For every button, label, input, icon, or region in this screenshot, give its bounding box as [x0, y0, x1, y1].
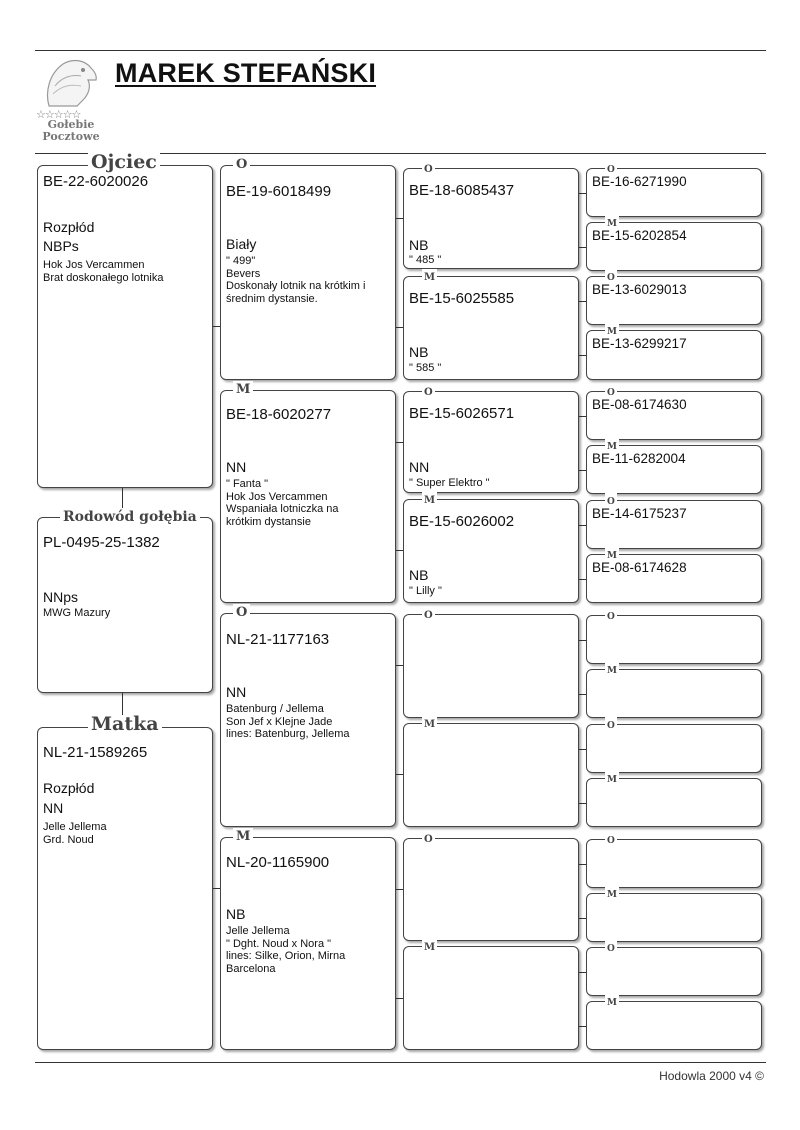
subject-box[interactable] [37, 509, 213, 693]
ring-number: NL-20-1165900 [226, 854, 330, 871]
connector [213, 326, 220, 327]
father-label: Ojciec [88, 153, 160, 171]
notes: MWG Mazury [43, 607, 111, 619]
subject-label: Rodowód gołębia [60, 508, 200, 526]
color: NB [409, 237, 429, 253]
sex-label: M [233, 381, 253, 399]
gen4-box[interactable] [586, 327, 762, 380]
sex-label: M [605, 438, 619, 456]
connector [579, 694, 586, 695]
ring-number: BE-08-6174628 [592, 560, 687, 575]
sex-label: O [605, 269, 617, 287]
sex-label: M [605, 886, 619, 904]
mother-label: Matka [88, 715, 162, 733]
connector [579, 247, 586, 248]
granddam-maternal-box[interactable] [220, 829, 396, 1050]
ring-number: BE-19-6018499 [226, 183, 332, 200]
rating-stars: ☆☆☆☆☆ [36, 108, 81, 121]
gen4-box[interactable] [586, 998, 762, 1050]
sex-label: O [605, 608, 617, 626]
ring-number: NL-21-1177163 [226, 631, 330, 648]
sex-label: O [422, 161, 435, 179]
notes: Hok Jos Vercammen Brat doskonałego lotnika [43, 259, 164, 284]
gen4-box[interactable] [586, 721, 762, 773]
color: NB [226, 906, 246, 922]
owner-name: MAREK STEFAŃSKI [115, 58, 377, 88]
sex-label: M [422, 716, 437, 734]
gen3-box[interactable] [403, 610, 579, 718]
connector [213, 888, 220, 889]
grandsire-paternal-box[interactable] [220, 157, 396, 380]
notes: " 499" Bevers Doskonały lotnik na krótkim i średnim dystansie. [226, 255, 366, 305]
sex-label: M [422, 492, 437, 510]
connector [579, 749, 586, 750]
connector [579, 1026, 586, 1027]
father-box[interactable] [37, 151, 213, 488]
top-rule [35, 50, 766, 51]
sex-label: O [605, 940, 617, 958]
ring-number: BE-18-6020277 [226, 406, 332, 423]
gen4-box[interactable] [586, 890, 762, 942]
gen4-box[interactable] [586, 442, 762, 494]
color: NN [43, 800, 64, 816]
ring-number: BE-22-6020026 [43, 173, 149, 190]
gen4-box[interactable] [586, 612, 762, 664]
color: NN [409, 459, 430, 475]
connector [579, 416, 586, 417]
grandsire-maternal-box[interactable] [220, 605, 396, 827]
sex-label: O [233, 156, 250, 174]
ring-number: BE-11-6282004 [592, 451, 686, 466]
connector [396, 327, 403, 328]
sex-label: O [605, 832, 617, 850]
ring-number: BE-15-6026571 [409, 405, 515, 422]
sex-label: O [233, 604, 250, 622]
gen4-box[interactable] [586, 388, 762, 440]
connector [396, 665, 403, 666]
connector [396, 442, 403, 443]
gen4-box[interactable] [586, 666, 762, 718]
gen3-box[interactable] [403, 942, 579, 1050]
sex-label: O [605, 493, 617, 511]
connector [579, 355, 586, 356]
ring-number: NL-21-1589265 [43, 744, 148, 761]
gen4-box[interactable] [586, 775, 762, 827]
sex-label: O [605, 717, 617, 735]
connector [579, 640, 586, 641]
sex-label: M [605, 215, 619, 233]
notes: " Fanta " Hok Jos Vercammen Wspaniała lotniczka na krótkim dystansie [226, 478, 339, 528]
gen3-box[interactable] [403, 387, 579, 493]
gen4-box[interactable] [586, 273, 762, 325]
sex-label: O [422, 831, 435, 849]
connector [579, 803, 586, 804]
mother-box[interactable] [37, 713, 213, 1050]
connector [396, 774, 403, 775]
gen3-box[interactable] [403, 495, 579, 603]
gen4-box[interactable] [586, 219, 762, 271]
color: NB [409, 344, 429, 360]
notes: " 485 " [409, 254, 442, 266]
sex-label: M [605, 662, 619, 680]
notes: Jelle Jellema " Dght. Noud x Nora " lines: Silke, Orion, Mirna Barcelona [226, 925, 346, 975]
connector [396, 889, 403, 890]
gen3-box[interactable] [403, 719, 579, 827]
gen4-box[interactable] [586, 944, 762, 996]
footer-credit: Hodowla 2000 v4 © [659, 1069, 764, 1083]
logo-text: Gołebie Pocztowe [42, 118, 100, 143]
gen4-box[interactable] [586, 836, 762, 888]
connector [579, 525, 586, 526]
sex-label: O [605, 384, 617, 402]
pigeon-head-icon [41, 56, 99, 108]
color: NN [226, 459, 247, 475]
color: Biały [226, 236, 257, 252]
notes: " Lilly " [409, 585, 442, 597]
connector [396, 550, 403, 551]
ring-number: BE-15-6202854 [592, 228, 687, 243]
ring-number: BE-08-6174630 [592, 397, 687, 412]
logo [35, 56, 107, 148]
sex-label: M [605, 323, 619, 341]
status: Rozpłód [43, 780, 95, 796]
sex-label: M [605, 771, 619, 789]
color: NBPs [43, 238, 79, 254]
connector [579, 918, 586, 919]
connector [579, 579, 586, 580]
gen3-box[interactable] [403, 834, 579, 941]
connector [579, 864, 586, 865]
connector [396, 218, 403, 219]
notes: Batenburg / Jellema Son Jef x Klejne Jade lines: Batenburg, Jellema [226, 703, 350, 740]
gen4-box[interactable] [586, 551, 762, 603]
footer-rule [35, 1062, 766, 1063]
connector [579, 193, 586, 194]
connector [579, 972, 586, 973]
sex-label: M [422, 939, 437, 957]
sex-label: M [422, 269, 437, 287]
ring-number: BE-13-6029013 [592, 282, 687, 297]
gen3-box[interactable] [403, 272, 579, 380]
granddam-paternal-box[interactable] [220, 382, 396, 603]
ring-number: PL-0495-25-1382 [43, 534, 160, 551]
gen4-box[interactable] [586, 497, 762, 549]
connector [579, 470, 586, 471]
color: NB [409, 567, 429, 583]
sex-label: M [233, 828, 253, 846]
gen4-box[interactable] [586, 165, 762, 217]
sex-label: O [422, 384, 435, 402]
gen3-box[interactable] [403, 164, 579, 269]
sex-label: O [605, 161, 617, 179]
ring-number: BE-15-6025585 [409, 290, 515, 307]
notes: " Super Elektro " [409, 477, 490, 489]
ring-number: BE-13-6299217 [592, 336, 687, 351]
ring-number: BE-16-6271990 [592, 174, 687, 189]
connector [579, 301, 586, 302]
ring-number: BE-14-6175237 [592, 506, 687, 521]
ring-number: BE-18-6085437 [409, 182, 515, 199]
notes: Jelle Jellema Grd. Noud [43, 821, 107, 846]
ring-number: BE-15-6026002 [409, 513, 515, 530]
notes: " 585 " [409, 362, 442, 374]
color: NNps [43, 589, 79, 605]
color: NN [226, 684, 247, 700]
sex-label: O [422, 607, 435, 625]
connector [396, 998, 403, 999]
status: Rozpłód [43, 219, 95, 235]
sex-label: M [605, 547, 619, 565]
sex-label: M [605, 994, 619, 1012]
